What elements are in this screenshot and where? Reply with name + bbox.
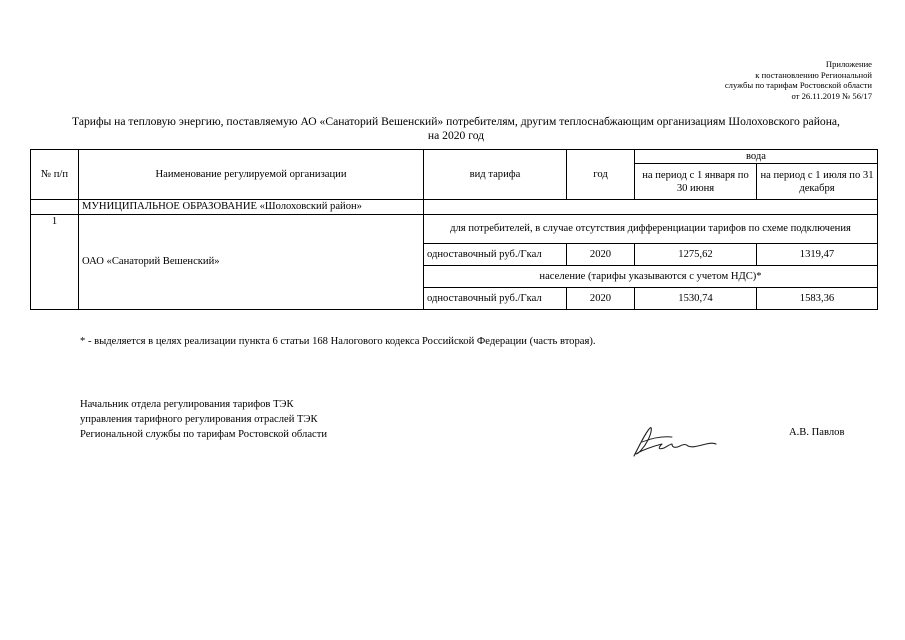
title-line-2: на 2020 год [427,129,485,143]
header-period-2: на период с 1 июля по 31 декабря [757,164,878,200]
annex-line-3: службы по тарифам Ростовской области [724,80,872,91]
annex-line-2: к постановлению Региональной [755,69,872,80]
tariff-year-2: 2020 [567,287,635,309]
header-org: Наименование регулируемой организации [79,150,424,200]
tariff-type-1: одноставочный руб./Гкал [424,243,567,265]
municipality-name: МУНИЦИПАЛЬНОЕ ОБРАЗОВАНИЕ «Шолоховский район» [79,200,424,214]
signer-line-3: Региональной службы по тарифам Ростовской области [80,429,328,440]
annex-line-1: Приложение [825,59,872,69]
footnote: * - выделяется в целях реализации пункта 6 статьи 168 Налогового кодекса Российской Федерации (часть вторая). [80,336,596,347]
tariff-value-1-period-1: 1275,62 [635,243,757,265]
signer-line-1: Начальник отдела регулирования тарифов ТЭК [80,399,294,410]
signer-line-2: управления тарифного регулирования отраслей ТЭК [80,414,318,425]
tariff-value-2-period-1: 1530,74 [635,287,757,309]
signer-name: А.В. Павлов [789,427,845,438]
document-title [36,115,876,144]
title-line-1: Тарифы на тепловую энергию, поставляемую АО «Санаторий Вешенский» потребителям, другим теплоснабжающим организациям Шолоховского района, [72,115,840,128]
annex-block [612,59,872,101]
handwritten-signature [628,422,718,462]
section-population: население (тарифы указываются с учетом НДС)* [424,265,878,287]
row-number: 1 [31,214,79,309]
tariff-value-1-period-2: 1319,47 [757,243,878,265]
tariff-value-2-period-2: 1583,36 [757,287,878,309]
tariff-year-1: 2020 [567,243,635,265]
organization-name: ОАО «Санаторий Вешенский» [79,214,424,309]
municipality-num-cell [31,200,79,214]
annex-line-4: от 26.11.2019 № 56/17 [791,90,872,101]
section-row-1 [31,214,878,243]
header-period-1: на период с 1 января по 30 июня [635,164,757,200]
signer-block [80,397,327,442]
section-consumers: для потребителей, в случае отсутствия дифференциации тарифов по схеме подключения [424,214,878,243]
municipality-row [31,200,878,214]
header-group-water: вода [635,150,878,164]
municipality-empty-cell [424,200,878,214]
tariff-table [30,149,878,310]
tariff-type-2: одноставочный руб./Гкал [424,287,567,309]
header-row-1 [31,150,878,164]
header-tariff-type: вид тарифа [424,150,567,200]
header-num: № п/п [31,150,79,200]
header-year: год [567,150,635,200]
